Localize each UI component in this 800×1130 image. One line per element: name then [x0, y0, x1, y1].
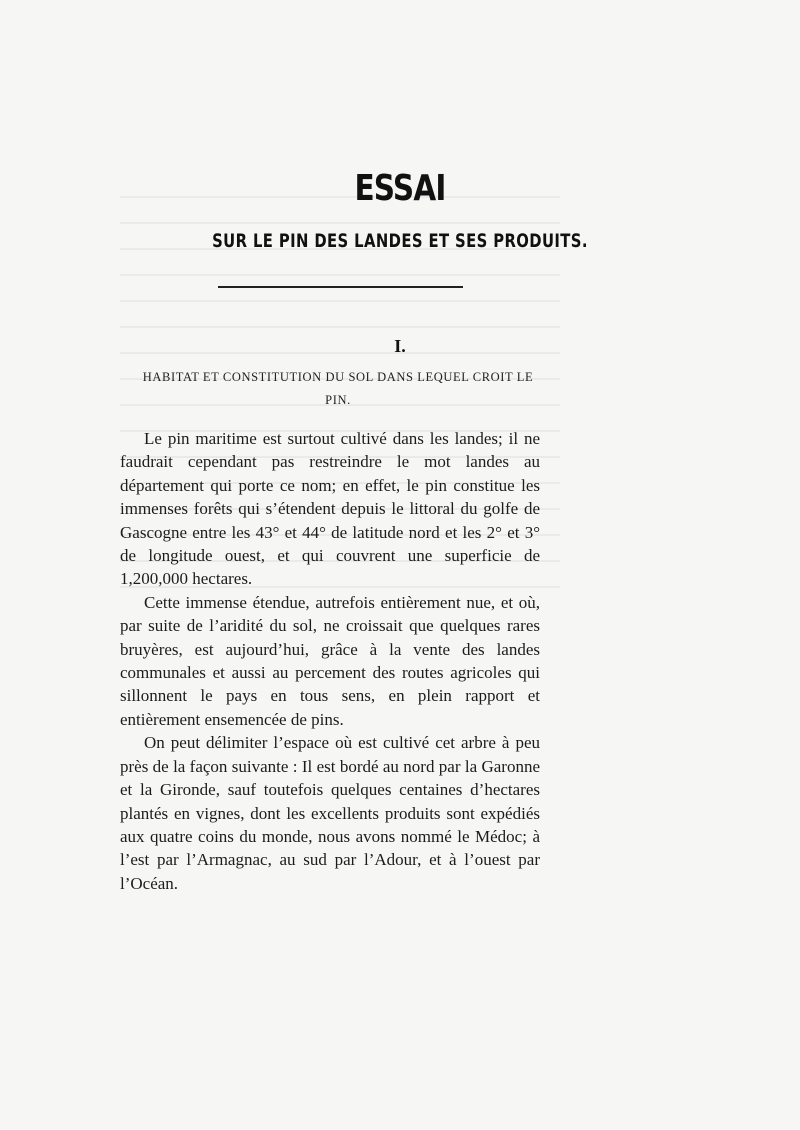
paragraph-1: Le pin maritime est surtout cultivé dans les landes; il ne faudrait cependant pas restreindre le mot landes au département qui porte ce nom; en effet, le pin constitue les immenses forêts qui s’étendent depuis le littoral du golfe de Gascogne entre les 43° et 44° de latitude nord et les 2° et 3° de longitude ouest, et qui couvrent une superficie de 1,200,000 hectares. — [120, 429, 540, 589]
body-text — [120, 427, 540, 895]
section-heading: HABITAT ET CONSTITUTION DU SOL DANS LEQUEL CROIT LE PIN. — [142, 370, 534, 407]
section-number: I. — [394, 336, 406, 356]
paragraph-2: Cette immense étendue, autrefois entièrement nue, et où, par suite de l’aridité du sol, ne croissait que quelques rares bruyères, est aujourd’hui, grâce à la vente des landes communales et aussi au percement des routes agricoles qui sillonnent le pays en tous sens, en plein rapport et entièrement ensemencée de pins. — [120, 592, 540, 729]
paragraph-3: On peut délimiter l’espace où est cultivé cet arbre à peu près de la façon suivante : Il est bordé au nord par la Garonne et la Gironde, sauf toutefois quelques centaines d’hectares plantés en vignes, dont les excellents produits sont expédiés aux quatre coins du monde, nous avons nommé le Médoc; à l’est par l’Armagnac, au sud par l’Adour, et à l’ouest par l’Océan. — [120, 733, 540, 893]
title-divider — [218, 286, 463, 288]
page-title: ESSAI — [354, 168, 446, 209]
page-subtitle: SUR LE PIN DES LANDES ET SES PRODUITS. — [212, 230, 588, 252]
